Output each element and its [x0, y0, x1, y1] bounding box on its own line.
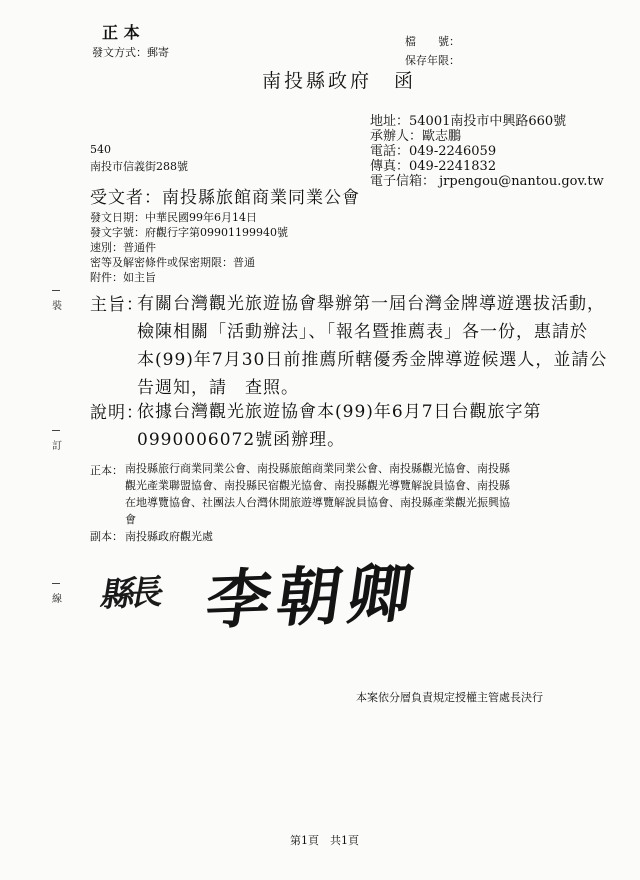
signature-title: 縣長	[97, 572, 161, 616]
subject-line: 有關台灣觀光旅遊協會舉辦第一屆台灣金牌導遊選拔活動，	[137, 294, 605, 314]
main-copy-line: 會	[125, 513, 136, 526]
archive-number-label: 檔 號：	[405, 35, 460, 48]
recipient-street: 南投市信義街288號	[90, 160, 188, 173]
margin-tick	[52, 290, 60, 291]
signature-block	[90, 540, 450, 639]
signature-name: 李朝卿	[201, 556, 424, 639]
retention-period-label: 保存年限：	[405, 54, 460, 67]
document-title: 南投縣政府 函	[262, 70, 417, 92]
send-method: 發文方式：郵寄	[92, 46, 169, 59]
binding-mark: 裝	[52, 301, 62, 312]
line-mark: 線	[52, 594, 62, 605]
subject-line: 告週知，請 查照。	[137, 378, 299, 398]
sender-phone: 電話：049-2246059	[370, 144, 497, 159]
main-copy-label: 正本：	[90, 464, 123, 477]
subject-line: 檢陳相關「活動辦法」、「報名暨推薦表」各一份，惠請於	[137, 322, 588, 342]
document-number: 發文字號：府觀行字第09901199940號	[90, 226, 288, 239]
main-copy-line: 南投縣旅行商業同業公會、南投縣旅館商業同業公會、南投縣觀光協會、南投縣	[125, 462, 510, 475]
margin-tick	[52, 430, 60, 431]
issue-date: 發文日期：中華民國99年6月14日	[90, 211, 257, 224]
order-mark: 訂	[52, 441, 62, 452]
delegation-note: 本案依分層負責規定授權主管處長決行	[356, 691, 543, 704]
receiver: 受文者：南投縣旅館商業同業公會	[90, 188, 360, 208]
explanation-line: 0990006072號函辦理。	[137, 430, 346, 450]
explanation-label: 說明：	[90, 403, 144, 423]
cc-recipient: 南投縣政府觀光處	[125, 530, 213, 543]
cc-label: 副本：	[90, 530, 123, 543]
main-copy-line: 觀光產業聯盟協會、南投縣民宿觀光協會、南投縣觀光導覽解說員協會、南投縣	[125, 479, 510, 492]
page-number: 第1頁 共1頁	[290, 834, 359, 847]
speed-class: 速別：普通件	[90, 241, 156, 254]
security-level: 密等及解密條件或保密期限：普通	[90, 256, 255, 269]
main-copy-recipients	[125, 460, 510, 528]
margin-tick	[52, 583, 60, 584]
main-copy-line: 在地導覽協會、社團法人台灣休閒旅遊導覽解說員協會、南投縣產業觀光振興協	[125, 496, 510, 509]
copy-type: 正 本	[102, 23, 140, 42]
subject-label: 主旨：	[90, 295, 144, 315]
subject-line: 本(99)年7月30日前推薦所轄優秀金牌導遊候選人，並請公	[137, 350, 608, 370]
explanation-line: 依據台灣觀光旅遊協會本(99)年6月7日台觀旅字第	[137, 402, 542, 422]
explanation-body	[137, 398, 542, 454]
sender-address: 地址：54001南投市中興路660號	[370, 114, 567, 129]
postal-code: 540	[90, 143, 111, 156]
sender-email: 電子信箱： jrpengou@nantou.gov.tw	[370, 174, 604, 189]
subject-body	[137, 290, 607, 402]
attachment: 附件：如主旨	[90, 271, 156, 284]
sender-contact: 承辦人：歐志鵬	[370, 129, 462, 144]
sender-fax: 傳真：049-2241832	[370, 159, 497, 174]
